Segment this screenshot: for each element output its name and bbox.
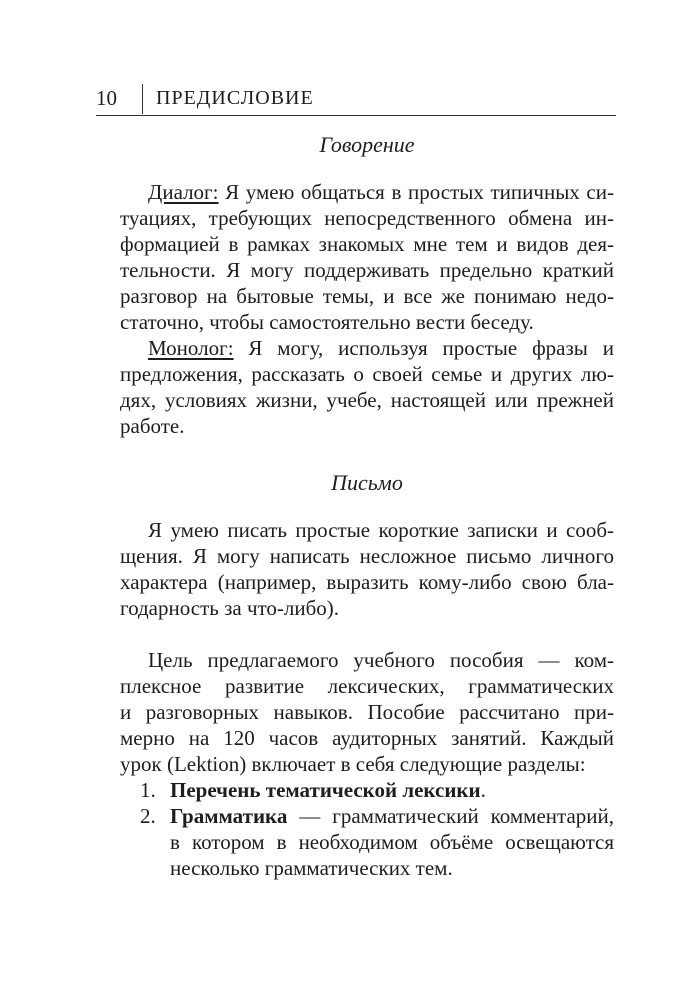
text-line: характера (например, выразить кому-либо свою бла- <box>120 570 614 594</box>
page-number: 10 <box>96 86 117 110</box>
text-run: Я умею общаться в простых типичных си- <box>218 180 614 204</box>
text-line: тельности. Я могу поддерживать предельно краткий <box>120 258 614 282</box>
text-line: Цель предлагаемого учебного пособия — ком- <box>148 648 614 672</box>
text-run: Я могу, используя простые фразы и <box>233 336 614 360</box>
text-line: дях, условиях жизни, учебе, настоящей или прежней <box>120 388 614 412</box>
running-header <box>96 84 616 116</box>
text-line: годарность за что-либо). <box>120 596 340 620</box>
text-line: Я умею писать простые короткие записки и сооб- <box>148 518 614 542</box>
text-line: статочно, чтобы самостоятельно вести беседу. <box>120 310 534 334</box>
list-item-text: . <box>480 778 486 802</box>
text-line <box>170 803 614 829</box>
list-item-title: Перечень тематической лексики <box>170 778 481 802</box>
sections-list <box>130 777 614 881</box>
list-item <box>130 777 614 803</box>
text-line: урок (Lektion) включает в себя следующие разделы: <box>120 752 586 776</box>
list-item-text: — грамматический комментарий, <box>287 804 614 828</box>
text-line <box>120 335 614 361</box>
dialog-label: Диалог: <box>148 180 219 204</box>
monolog-label: Монолог: <box>148 336 234 360</box>
header-rule <box>96 115 616 116</box>
text-line <box>120 179 614 205</box>
dialog-paragraph <box>120 179 614 335</box>
header-separator <box>142 84 143 114</box>
text-line: формацией в рамках знакомых мне тем и видов дея- <box>120 232 614 256</box>
list-item <box>130 803 614 881</box>
text-line: плексное развитие лексических, грамматических <box>120 674 614 698</box>
text-line: щения. Я могу написать несложное письмо личного <box>120 544 614 568</box>
writing-paragraph <box>120 517 614 621</box>
running-title: ПРЕДИСЛОВИЕ <box>156 87 314 109</box>
list-number: 1. <box>140 778 156 802</box>
text-line: работе. <box>120 414 185 438</box>
text-line: туациях, требующих непосредственного обмена ин- <box>120 206 614 230</box>
list-number: 2. <box>140 804 156 828</box>
text-line: несколько грамматических тем. <box>170 856 453 880</box>
goal-paragraph <box>120 647 614 777</box>
list-item-title: Грамматика <box>170 804 288 828</box>
text-line: в котором в необходимом объёме освещаются <box>170 830 614 854</box>
monolog-paragraph <box>120 335 614 439</box>
text-line: разговор на бытовые темы, и все же понимаю недо- <box>120 284 614 308</box>
section-heading-writing: Письмо <box>331 470 403 495</box>
section-heading-speaking: Говорение <box>319 132 415 157</box>
text-line: и разговорных навыков. Пособие рассчитано при- <box>120 700 614 724</box>
text-line: предложения, рассказать о своей семье и других лю- <box>120 362 614 386</box>
text-line: мерно на 120 часов аудиторных занятий. Каждый <box>120 726 614 750</box>
